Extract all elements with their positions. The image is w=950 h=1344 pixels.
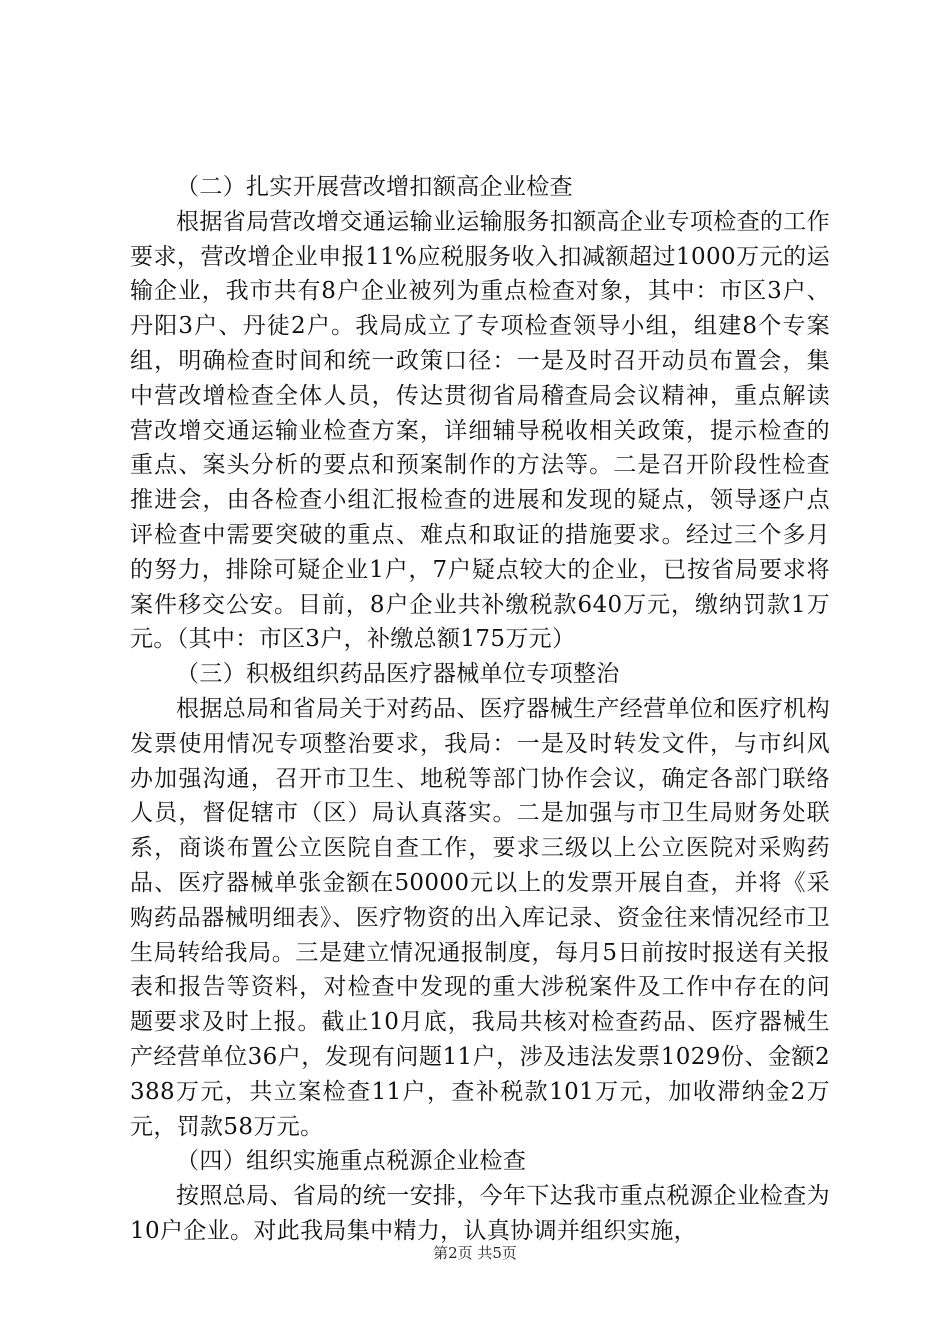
section-paragraph: 根据省局营改增交通运输业运输服务扣额高企业专项检查的工作要求，营改增企业申报11%应税服务收入扣减额超过1000万元的运输企业，我市共有8户企业被列为重点检查对象，其中：市区3户、丹阳3户、丹徒2户。我局成立了专项检查领导小组，组建8个专案组，明确检查时间和统一政策口径：一是及时召开动员布置会，集中营改增检查全体人员，传达贯彻省局稽查局会议精神，重点解读营改增交通运输业检查方案，详细辅导税收相关政策，提示检查的重点、案头分析的要点和预案制作的方法等。二是召开阶段性检查推进会，由各检查小组汇报检查的进展和发现的疑点，领导逐户点评检查中需要突破的重点、难点和取证的措施要求。经过三个多月的努力，排除可疑企业1户，7户疑点较大的企业，已按省局要求将案件移交公安。目前，8户企业共补缴税款640万元，缴纳罚款1万元。（其中：市区3户，补缴总额175万元） (130, 208, 830, 653)
page-number-footer: 第2页 共5页 (433, 1244, 517, 1262)
document-body (130, 170, 830, 1249)
section-heading: （四）组织实施重点税源企业检查 (176, 1148, 527, 1175)
section-heading: （二）扎实开展营改增扣额高企业检查 (176, 174, 573, 200)
section-paragraph: 根据总局和省局关于对药品、医疗器械生产经营单位和医疗机构发票使用情况专项整治要求，我局：一是及时转发文件，与市纠风办加强沟通，召开市卫生、地税等部门协作会议，确定各部门联络人员，督促辖市（区）局认真落实。二是加强与市卫生局财务处联系，商谈布置公立医院自查工作，要求三级以上公立医院对采购药品、医疗器械单张金额在50000元以上的发票开展自查，并将《采购药品器械明细表》、医疗物资的出入库记录、资金往来情况经市卫生局转给我局。三是建立情况通报制度，每月5日前按时报送有关报表和报告等资料，对检查中发现的重大涉税案件及工作中存在的问题要求及时上报。截止10月底，我局共核对检查药品、医疗器械生产经营单位36户，发现有问题11户，涉及违法发票1029份、金额2388万元，共立案检查11户，查补税款101万元，加收滞纳金2万元，罚款58万元。 (130, 695, 830, 1140)
section-heading: （三）积极组织药品医疗器械单位专项整治 (176, 661, 620, 688)
section-paragraph: 按照总局、省局的统一安排，今年下达我市重点税源企业检查为10户企业。对此我局集中精力，认真协调并组织实施， (130, 1183, 830, 1244)
